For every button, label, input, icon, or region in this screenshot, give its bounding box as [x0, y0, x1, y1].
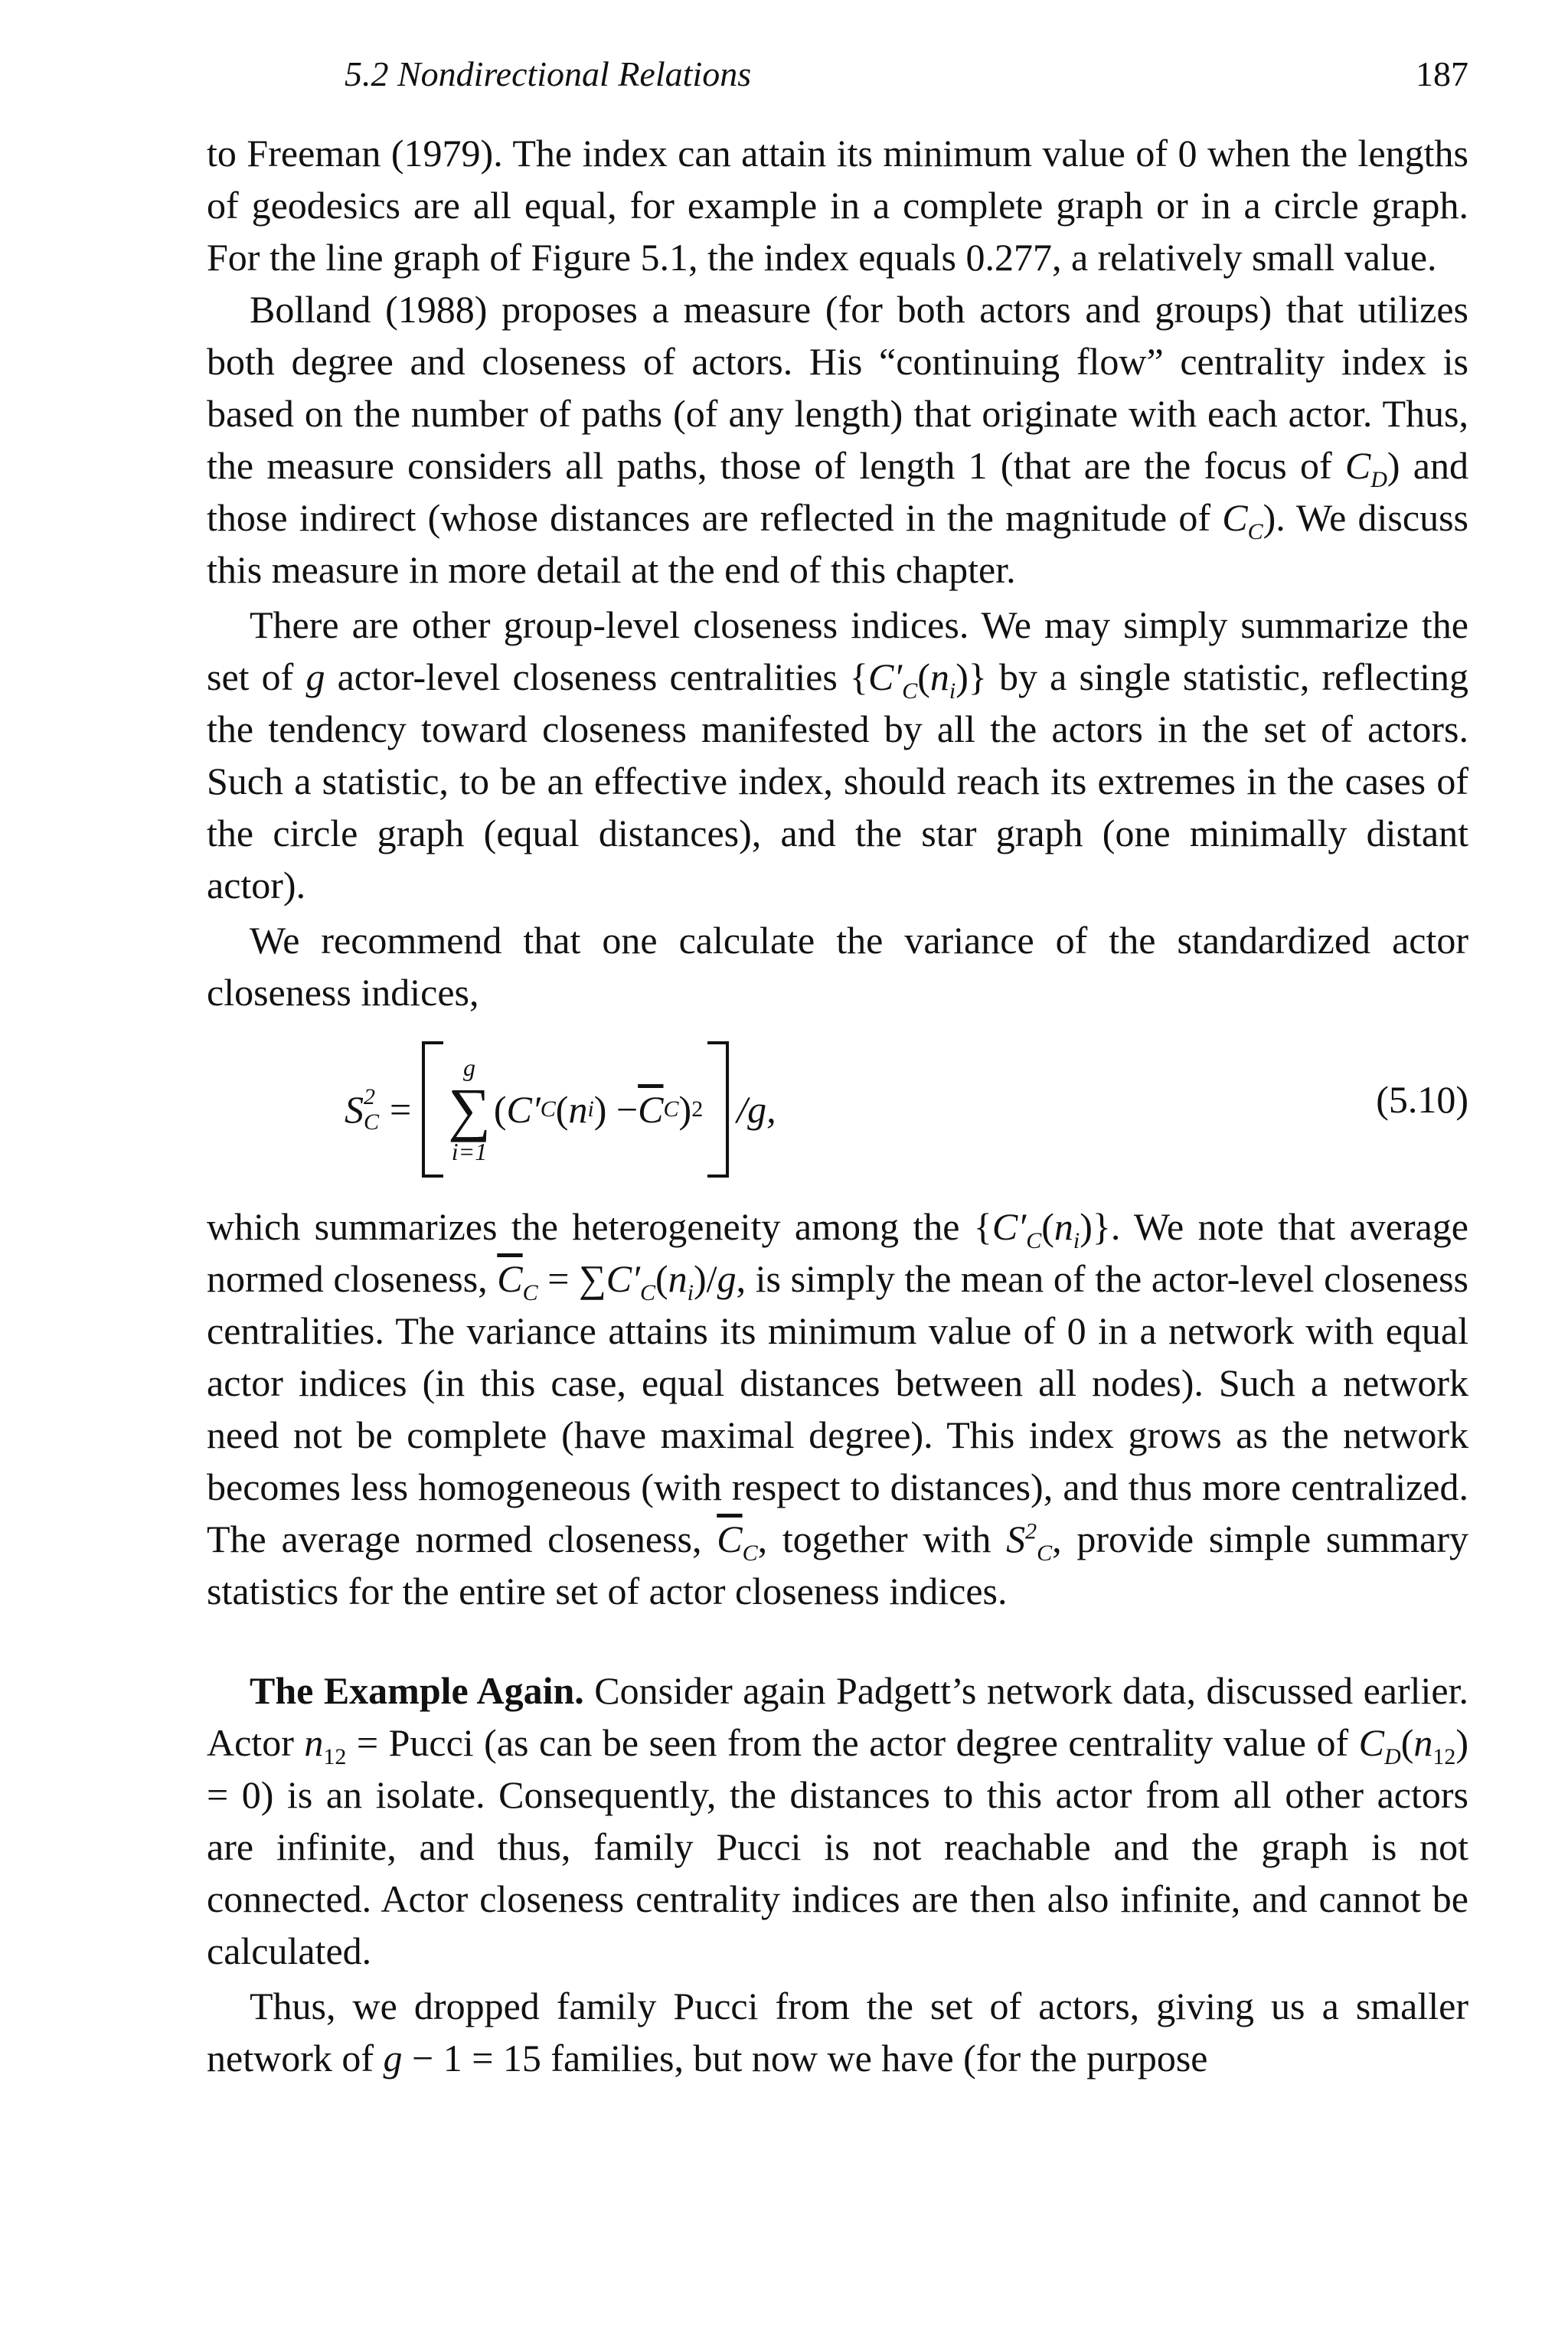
math-symbol: n — [668, 1257, 688, 1300]
text-run: )/ — [694, 1257, 717, 1300]
text-run: which summarizes the heterogeneity among the { — [207, 1205, 992, 1248]
text-run: = Pucci (as can be seen from the actor degree centrality value of — [346, 1721, 1359, 1764]
math-subscript: C — [522, 1280, 538, 1305]
paragraph-7 — [207, 1980, 1468, 2084]
math-subscript: C — [640, 1280, 656, 1305]
paragraph-5 — [207, 1201, 1468, 1617]
paren: ( — [555, 1088, 569, 1131]
text-run: ( — [1041, 1205, 1054, 1248]
right-bracket — [707, 1041, 729, 1178]
math-subscript: C — [540, 1096, 556, 1122]
paren: ( — [493, 1088, 507, 1131]
paragraph-1: to Freeman (1979). The index can attain its minimum value of 0 when the lengths of geodesics are all equal, for example in a complete graph or in a circle graph. For the line graph of Figure 5.1, the index equals 0.277, a relatively small value. — [207, 132, 1468, 279]
math-symbol-bar: $\overline{C}$ — [497, 1257, 523, 1300]
math-symbol: S — [1006, 1518, 1026, 1560]
section-title: 5.2 Nondirectional Relations — [345, 54, 752, 93]
equation-rhs: /g, — [737, 1088, 776, 1131]
text-run: There are other group-level closeness indices. We may simply summarize the set of — [207, 603, 1468, 698]
text-run: ( — [917, 655, 930, 698]
section-spacer — [207, 1617, 1468, 1665]
text-run: Bolland (1988) proposes a measure (for both actors and groups) that utilizes both degree and closeness of actors. His “continuing flow” centrality index is based on the number of paths (of any length) that originate with each actor. Thus, the measure considers all paths, those of length 1 (that are the focus of — [207, 288, 1468, 487]
math-subscript: C — [902, 678, 918, 704]
math-symbol: n — [1054, 1205, 1073, 1248]
math-symbol: C — [1358, 1721, 1385, 1764]
text-run: actor-level closeness centralities { — [325, 655, 868, 698]
math-symbol: C — [1222, 496, 1248, 539]
math-subscript: C — [1026, 1228, 1042, 1253]
text-run: = ∑ — [537, 1257, 606, 1300]
text-run: , is simply the mean of the actor-level closeness centralities. The variance attains its minimum value of 0 in a network with equal actor indices (in this case, equal distances between all nodes). Such a network need not be complete (have maximal degree). This index grows as the network becomes less homogeneous (with respect to distances), and thus more centralized. The average normed closeness, — [207, 1257, 1469, 1560]
math-subscript: i — [1073, 1228, 1080, 1253]
math-subscript: C — [663, 1096, 679, 1122]
math-symbol-bar: $\overline{C}$ — [717, 1518, 743, 1560]
text-run: , provide simple summary statistics for the entire set of actor closeness indices. — [207, 1518, 1468, 1612]
math-subscript: i — [949, 678, 956, 704]
text-run: Thus, we dropped family Pucci from the set of actors, giving us a smaller network of — [207, 1985, 1468, 2080]
paragraph-4: We recommend that one calculate the variance of the standardized actor closeness indices, — [207, 919, 1468, 1014]
text-run: − 1 = 15 families, but now we have (for the purpose — [402, 2037, 1208, 2080]
math-symbol: C′ — [991, 1205, 1027, 1248]
sum-lower-limit: i=1 — [451, 1138, 488, 1165]
math-superscript: 2 — [364, 1084, 375, 1109]
body-text — [207, 127, 1468, 2084]
text-run: )} by a single statistic, reflecting the tendency toward closeness manifested by all the actors in the set of actors. Such a statistic, to be an effective index, should reach its extremes in the cases of the circle graph (equal distances), and the star graph (one minimally distant actor). — [207, 655, 1469, 907]
math-symbol: g — [383, 2037, 403, 2080]
math-symbol: S — [345, 1088, 364, 1131]
math-symbol: g — [305, 655, 325, 698]
equation-number: (5.10) — [1376, 1078, 1468, 1121]
text-run: ) and those indirect (whose distances are reflected in the magnitude of — [207, 444, 1468, 539]
text-run: , together with — [757, 1518, 1007, 1560]
math-symbol: g — [717, 1257, 737, 1300]
math-subscript: C — [1247, 519, 1263, 544]
math-subscript: 12 — [1432, 1744, 1456, 1769]
math-subscript: i — [587, 1096, 594, 1122]
equals-sign: = — [390, 1088, 412, 1131]
paragraph-2 — [207, 283, 1468, 596]
summation — [448, 1055, 491, 1164]
math-subscript: C — [364, 1109, 380, 1135]
left-bracket — [422, 1041, 443, 1178]
math-subscript: C — [742, 1540, 758, 1566]
math-subscript: i — [687, 1280, 694, 1305]
math-symbol: C′ — [867, 655, 903, 698]
sum-upper-limit: g — [463, 1054, 476, 1081]
math-subscript: 12 — [323, 1744, 347, 1769]
text-run: ). We discuss this measure in more detail at the end of this chapter. — [207, 496, 1468, 591]
equation-5-10 — [207, 1024, 1468, 1193]
math-superscript: 2 — [1025, 1518, 1037, 1544]
math-symbol: n — [304, 1721, 324, 1764]
page-number: 187 — [1416, 54, 1468, 93]
minus-sign: ) − — [593, 1088, 639, 1131]
equation-formula: S 2 C = g ∑ i=1 ( C′ C ( n i ) − $\overline{C}$ C ) 2 /g, — [345, 1037, 776, 1182]
text-run: ) = 0) is an isolate. Consequently, the distances to this actor from all other actors are infinite, and thus, family Pucci is not reachable and the graph is not connected. Actor closeness centrality indices are then also infinite, and cannot be calculated. — [207, 1721, 1469, 1972]
text-run: ( — [1400, 1721, 1414, 1764]
math-symbol: C′ — [506, 1088, 541, 1131]
math-symbol: C — [1344, 444, 1371, 487]
paragraph-6 — [207, 1665, 1468, 1977]
text-run: ( — [655, 1257, 668, 1300]
math-symbol: C′ — [606, 1257, 640, 1300]
math-subscript: D — [1370, 467, 1387, 492]
math-subscript: D — [1384, 1744, 1401, 1769]
math-symbol-bar: $\overline{C}$ — [638, 1088, 664, 1131]
text-run: )}. We note that average normed closeness, — [207, 1205, 1468, 1300]
math-symbol: n — [1413, 1721, 1433, 1764]
math-subscript: C — [1037, 1540, 1053, 1566]
text-run: Consider again Padgett’s network data, discussed earlier. Actor — [207, 1669, 1468, 1764]
math-symbol: n — [568, 1088, 588, 1131]
run-in-heading: The Example Again. — [250, 1669, 584, 1712]
paren: ) — [678, 1088, 692, 1131]
running-head — [207, 47, 1468, 101]
paragraph-3 — [207, 599, 1468, 911]
sigma-symbol: ∑ — [448, 1076, 491, 1142]
math-symbol: n — [929, 655, 949, 698]
